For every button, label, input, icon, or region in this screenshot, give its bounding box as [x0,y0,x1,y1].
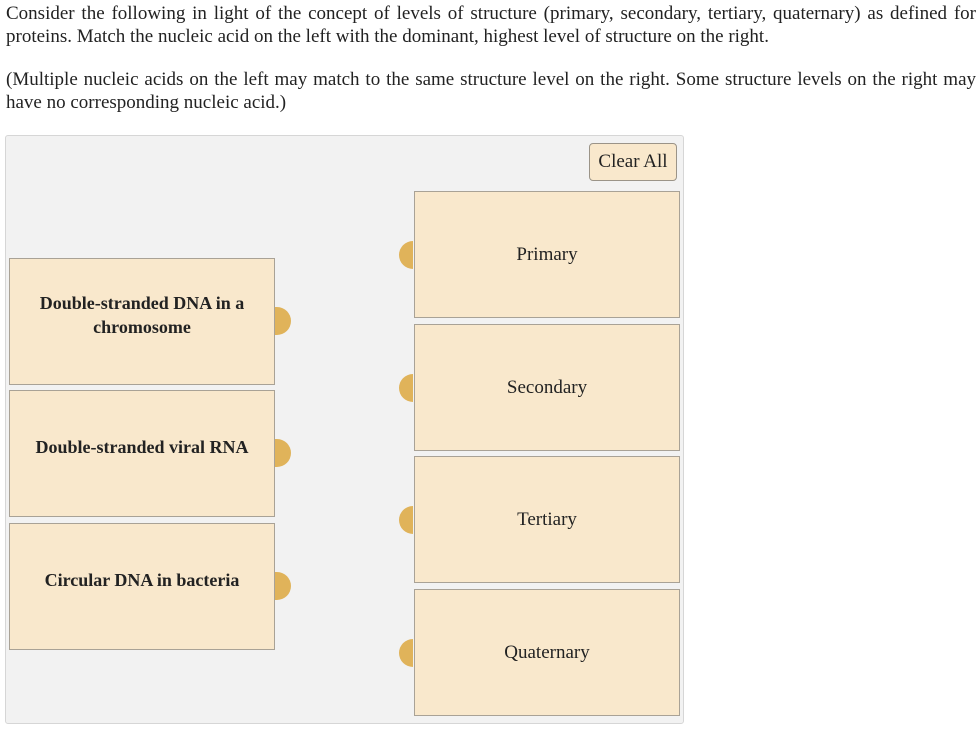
target-card-label: Primary [516,243,578,265]
question-text: Consider the following in light of the concept of levels of structure (primary, secondary, tertiary, quaternary) as defined for proteins. Match the nucleic acid on the left with the dominant, highest level of structure on the right. [6,3,976,47]
target-card-secondary[interactable] [414,324,680,451]
question-note: (Multiple nucleic acids on the left may match to the same structure level on the right. Some structure levels on the right may have no corresponding nucleic acid.) [6,69,976,113]
target-card-tertiary[interactable] [414,456,680,583]
source-card-label: Double-stranded DNA in a chromosome [39,292,245,337]
source-card-dsrna-viral[interactable] [9,390,275,517]
target-card-quaternary[interactable] [414,589,680,716]
source-card-label: Circular DNA in bacteria [44,569,240,590]
target-card-label: Quaternary [504,641,590,663]
source-card-circular-dna[interactable] [9,523,275,650]
clear-all-button[interactable]: Clear All [589,143,677,181]
source-card-dsdna-chromosome[interactable] [9,258,275,385]
source-card-label: Double-stranded viral RNA [35,436,249,457]
target-card-label: Tertiary [517,508,577,530]
target-card-primary[interactable] [414,191,680,318]
target-card-label: Secondary [506,376,588,398]
